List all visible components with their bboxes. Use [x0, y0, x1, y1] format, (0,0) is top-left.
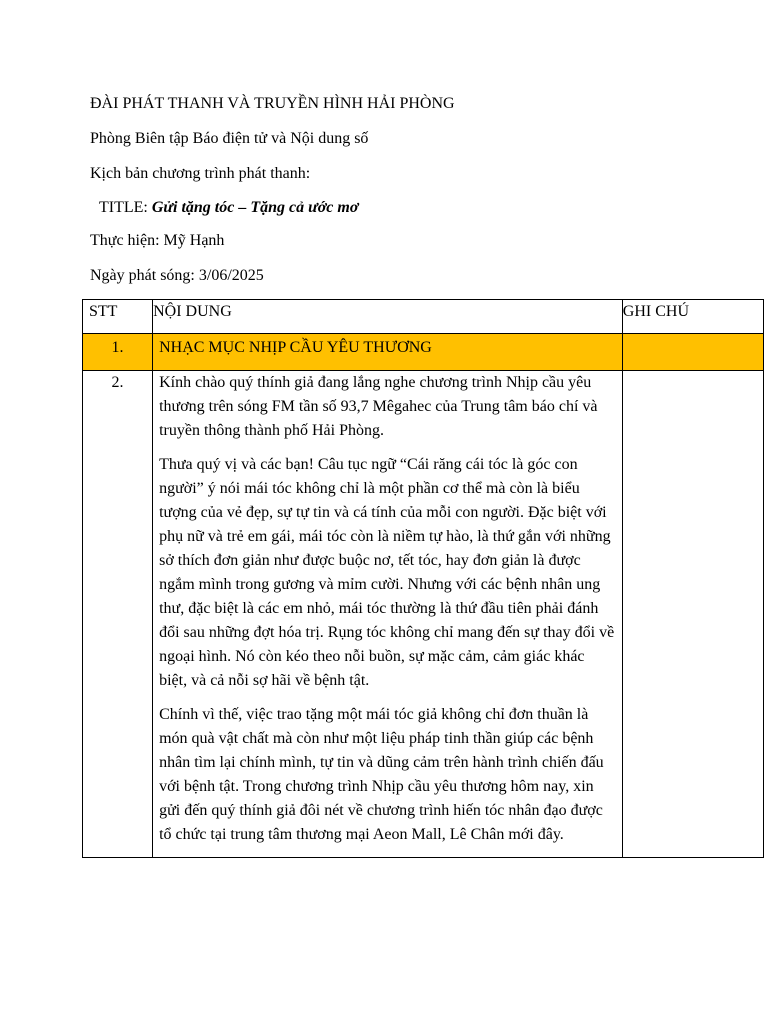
title-prefix: TITLE:	[99, 199, 152, 216]
row-content	[153, 371, 623, 858]
program-title: Gửi tặng tóc – Tặng cả ước mơ	[151, 199, 359, 216]
paragraph: Chính vì thế, việc trao tặng một mái tóc giả không chỉ đơn thuần là món quà vật chất mà còn như một liệu pháp tinh thần giúp các bệnh nhân tìm lại chính mình, tự tin và dũng cảm trên hành trình chiến đấu với bệnh tật. Trong chương trình Nhịp cầu yêu thương hôm nay, xin gửi đến quý thính giả đôi nét về chương trình hiến tóc nhân đạo được tổ chức tại trung tâm thương mại Aeon Mall, Lê Chân mới đây.	[159, 706, 604, 843]
row-content: NHẠC MỤC NHỊP CẦU YÊU THƯƠNG	[153, 334, 623, 371]
script-label: Kịch bản chương trình phát thanh:	[90, 165, 311, 182]
row-number: 2.	[83, 371, 153, 858]
table-row	[83, 371, 764, 858]
department-name: Phòng Biên tập Báo điện tử và Nội dung số	[90, 130, 369, 147]
column-header-content: NỘI DUNG	[153, 300, 623, 334]
station-name: ĐÀI PHÁT THANH VÀ TRUYỀN HÌNH HẢI PHÒNG	[90, 95, 455, 112]
row-note	[622, 334, 763, 371]
paragraph: Thưa quý vị và các bạn! Câu tục ngữ “Cái răng cái tóc là góc con người” ý nói mái tóc không chỉ là một phần cơ thể mà còn là biểu tượng của vẻ đẹp, sự tự tin và cá tính của mỗi con người. Đặc biệt với phụ nữ và trẻ em gái, mái tóc còn là niềm tự hào, là thứ gắn với những sở thích đơn giản như được buộc nơ, tết tóc, hay đơn giản là được ngắm mình trong gương và mỉm cười. Nhưng với các bệnh nhân ung thư, đặc biệt là các em nhỏ, mái tóc thường là thứ đầu tiên phải đánh đổi sau những đợt hóa trị. Rụng tóc không chỉ mang đến sự thay đổi về ngoại hình. Nó còn kéo theo nỗi buồn, sự mặc cảm, cảm giác khác biệt, và cả nỗi sợ hãi về bệnh tật.	[159, 456, 615, 689]
row-number: 1.	[83, 334, 153, 371]
paragraph: Kính chào quý thính giả đang lắng nghe chương trình Nhịp cầu yêu thương trên sóng FM tần số 93,7 Mêgahec của Trung tâm báo chí và truyền thông thành phố Hải Phòng.	[159, 374, 598, 439]
air-date-line: Ngày phát sóng: 3/06/2025	[90, 267, 264, 284]
table-row	[83, 334, 764, 371]
row-note	[622, 371, 763, 858]
column-header-stt: STT	[83, 300, 153, 334]
script-table	[82, 299, 764, 858]
author-line: Thực hiện: Mỹ Hạnh	[90, 232, 225, 249]
column-header-note: GHI CHÚ	[622, 300, 763, 334]
table-header-row	[83, 300, 764, 334]
program-title-line	[99, 198, 358, 218]
